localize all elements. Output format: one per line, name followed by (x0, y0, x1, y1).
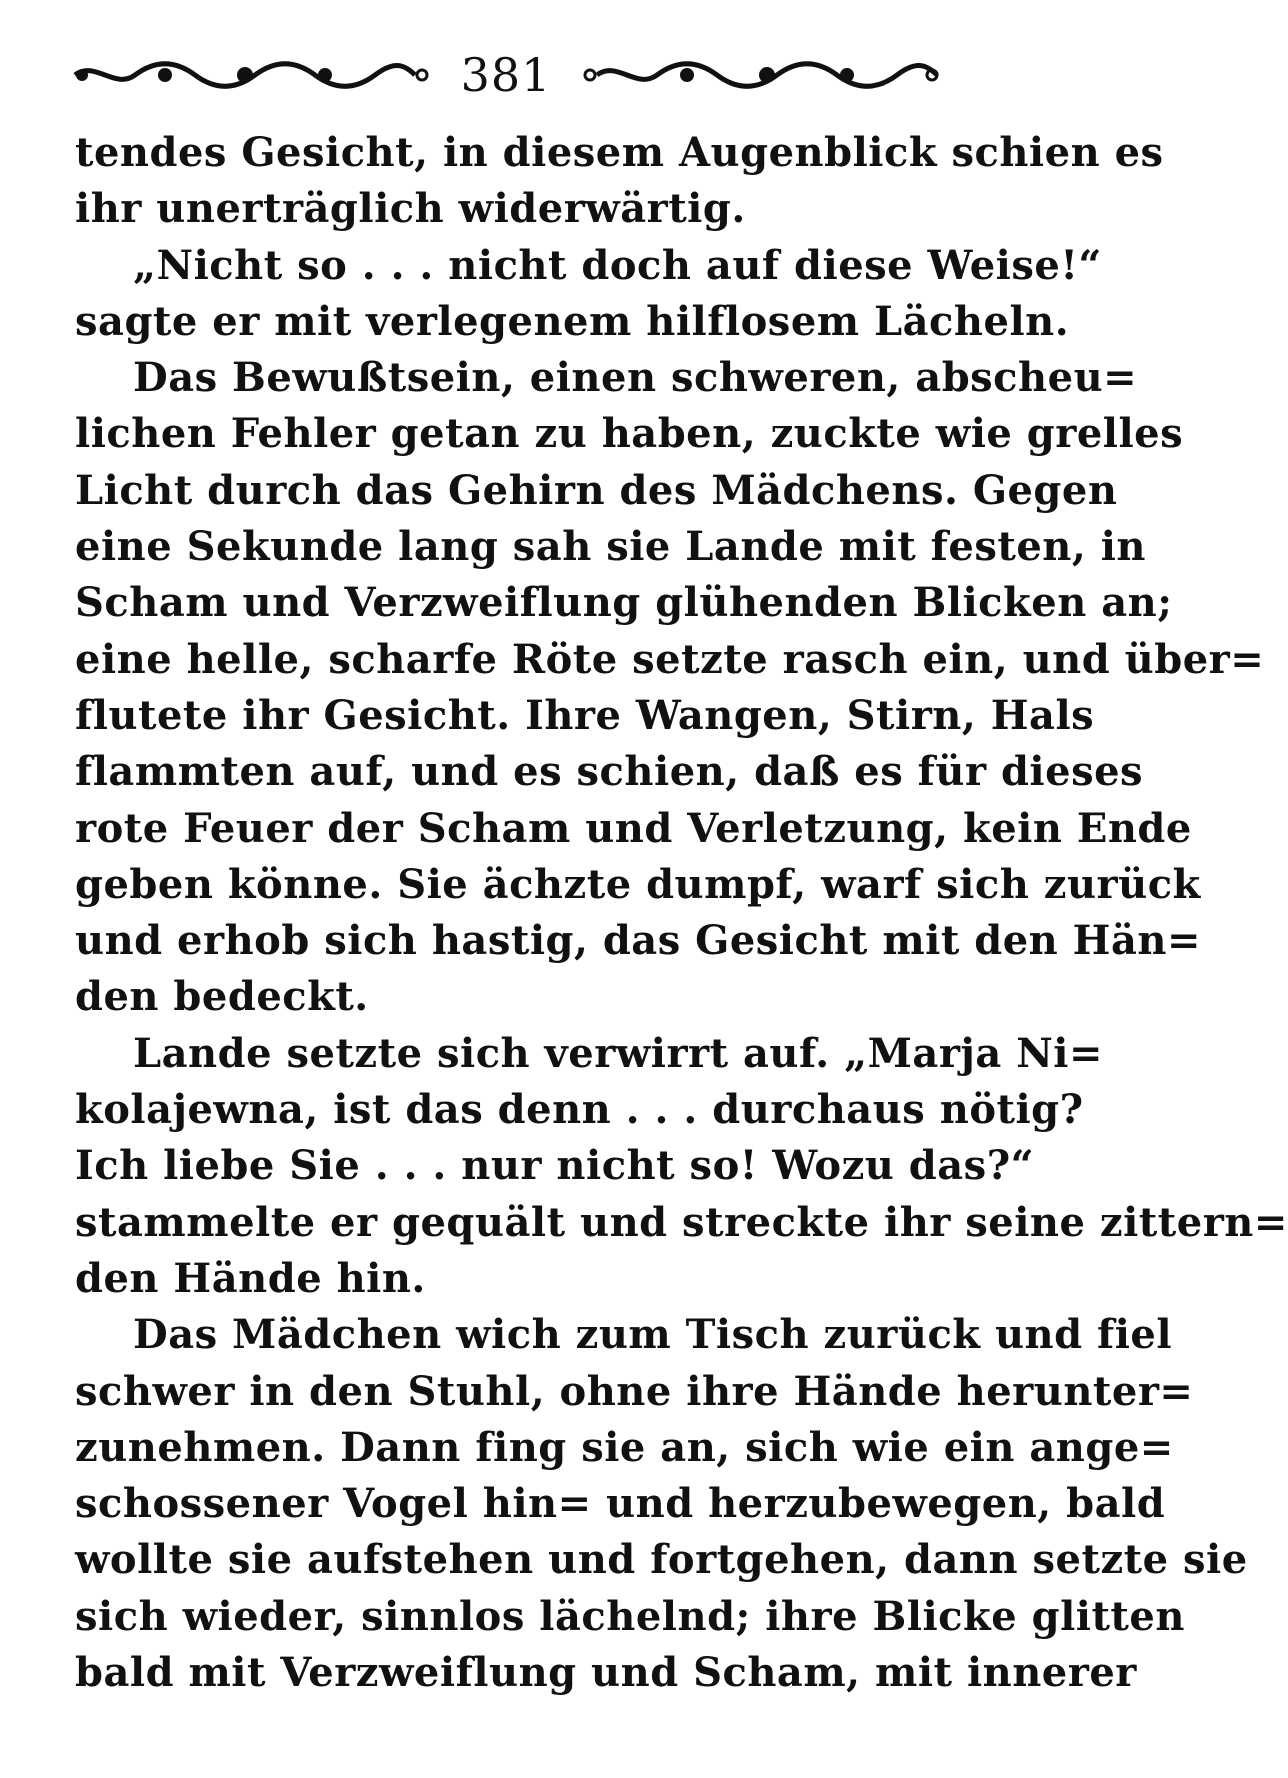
text-line: sich wieder, sinnlos lächelnd; ihre Blicke glitten (75, 1592, 1185, 1640)
text-line: Licht durch das Gehirn des Mädchens. Gegen (75, 466, 1118, 514)
text-line: den bedeckt. (75, 973, 369, 1021)
text-line: geben könne. Sie ächzte dumpf, warf sich zurück (75, 860, 1201, 908)
ornament-right-icon (582, 55, 942, 95)
text-line: tendes Gesicht, in diesem Augenblick schien es (75, 129, 1164, 176)
text-line: und erhob sich hastig, das Gesicht mit den Hän= (75, 917, 1201, 965)
text-line: lichen Fehler getan zu haben, zuckte wie grelles (75, 410, 1184, 458)
text-line: wollte sie aufstehen und fortgehen, dann setzte sie (75, 1536, 1248, 1584)
text-line: Das Mädchen wich zum Tisch zurück und fiel (133, 1311, 1173, 1359)
text-line: eine Sekunde lang sah sie Lande mit festen, in (75, 523, 1146, 571)
text-line: rote Feuer der Scham und Verletzung, kein Ende (75, 804, 1192, 852)
text-line: stammelte er gequält und streckte ihr seine zittern= (75, 1198, 1288, 1246)
text-line: den Hände hin. (75, 1254, 426, 1302)
text-line: bald mit Verzweiflung und Scham, mit innerer (75, 1649, 1137, 1697)
text-line: kolajewna, ist das denn . . . durchaus nötig? (75, 1086, 1084, 1134)
text-line: Lande setzte sich verwirrt auf. „Marja Ni= (133, 1029, 1104, 1077)
body-text (75, 125, 1288, 1701)
text-line: schwer in den Stuhl, ohne ihre Hände herunter= (75, 1367, 1194, 1415)
text-line: zunehmen. Dann fing sie an, sich wie ein ange= (75, 1423, 1174, 1471)
text-line: flutete ihr Gesicht. Ihre Wangen, Stirn, Hals (75, 691, 1095, 739)
text-line: eine helle, scharfe Röte setzte rasch ein, und über= (75, 635, 1265, 683)
ornament-left-icon (70, 55, 430, 95)
page-number: 381 (460, 48, 552, 102)
text-line: ihr unerträglich widerwärtig. (75, 185, 746, 233)
text-line: schossener Vogel hin= und herzubewegen, bald (75, 1480, 1166, 1528)
text-line: „Nicht so . . . nicht doch auf diese Weise!“ (133, 241, 1102, 289)
text-line: sagte er mit verlegenem hilflosem Lächeln. (75, 297, 1070, 345)
page-header (70, 40, 942, 110)
text-line: flammten auf, und es schien, daß es für dieses (75, 748, 1144, 796)
text-line: Ich liebe Sie . . . nur nicht so! Wozu das?“ (75, 1142, 1035, 1190)
text-line: Scham und Verzweiflung glühenden Blicken an; (75, 579, 1173, 627)
text-line: Das Bewußtsein, einen schweren, abscheu= (133, 354, 1138, 402)
